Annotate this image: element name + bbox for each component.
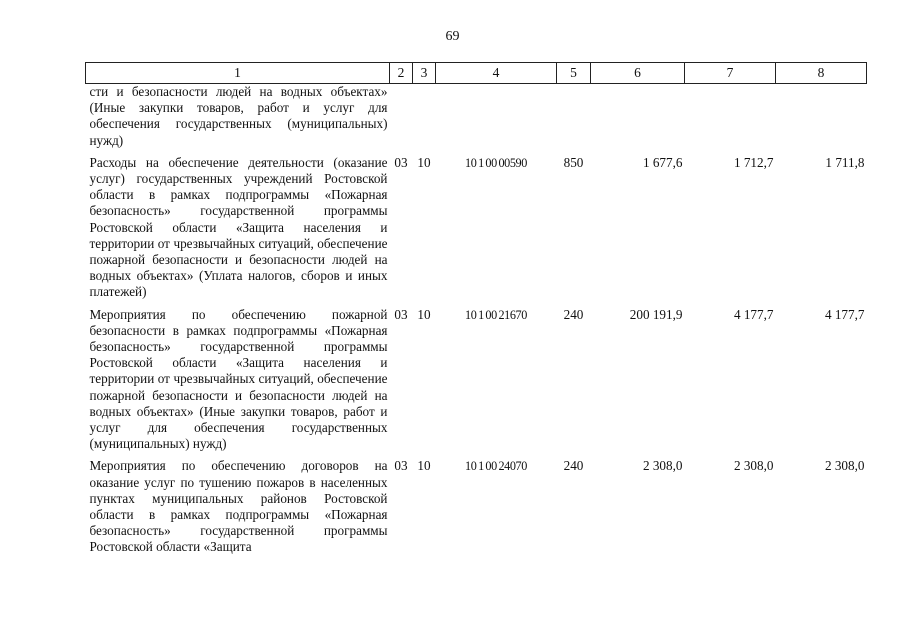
column-header-7: 7: [685, 63, 776, 84]
amount-col6: 2 308,0: [642, 458, 683, 474]
expense-type-code: 850: [563, 154, 584, 170]
page-number: 69: [445, 29, 460, 44]
subsection-code: 10: [417, 154, 431, 170]
target-article-code: 10 1 00 24070: [465, 459, 527, 474]
column-header-2: 2: [390, 63, 413, 84]
row-description: сти и безопасности людей на водных объектах» (Иные закупки товаров, работ и услуг для обеспечения государственных (муниципальных) нужд): [89, 84, 388, 148]
amount-col8: [776, 84, 867, 149]
row-description: Расходы на обеспечение деятельности (оказание услуг) государственных учреждений Ростовской области в рамках подпрограммы «Пожарная безопасность» государственной программы Ростовской области «Защита населения и территории от чрезвычайных ситуаций, обеспечение пожарной безопасности и безопасности людей на водных объектах» (Уплата налогов, сборов и иных платежей): [89, 154, 388, 300]
section-code: 03: [394, 306, 408, 322]
amount-col6: 1 677,6: [642, 154, 683, 170]
column-header-4: 4: [436, 63, 557, 84]
target-article-code: 10 1 00 00590: [465, 155, 527, 170]
column-header-8: 8: [776, 63, 867, 84]
amount-col7: 1 712,7: [733, 154, 774, 170]
column-header-3: 3: [413, 63, 436, 84]
amount-col6: [591, 84, 685, 149]
expense-type-code: [557, 84, 591, 149]
row-description: Мероприятия по обеспечению пожарной безопасности в рамках подпрограммы «Пожарная безопасность» государственной программы Ростовской области «Защита населения и территории от чрезвычайных ситуаций, обеспечение пожарной безопасности и безопасности людей на водных объектах» (Иные закупки товаров, работ и услуг для обеспечения государственных (муниципальных) нужд): [89, 306, 388, 452]
column-header-6: 6: [591, 63, 685, 84]
header-row: [86, 63, 867, 84]
row-description: Мероприятия по обеспечению договоров на оказание услуг по тушению пожаров в населенных пунктах муниципальных районов Ростовской области в рамках подпрограммы «Пожарная безопасность» государственной программы Ростовской области «Защита: [89, 458, 388, 555]
subsection-code: [413, 84, 436, 149]
column-header-5: 5: [557, 63, 591, 84]
subsection-code: 10: [417, 306, 431, 322]
subsection-code: 10: [417, 458, 431, 474]
section-code: [390, 84, 413, 149]
amount-col7: 2 308,0: [733, 458, 774, 474]
budget-table: [85, 62, 867, 556]
amount-col6: 200 191,9: [629, 306, 683, 322]
expense-type-code: 240: [563, 306, 584, 322]
column-header-1: 1: [86, 63, 390, 84]
table-row: [86, 452, 867, 555]
amount-col7: 4 177,7: [733, 306, 774, 322]
target-article-code: 10 1 00 21670: [465, 307, 527, 322]
expense-type-code: 240: [563, 458, 584, 474]
amount-col8: 2 308,0: [824, 458, 865, 474]
amount-col8: 1 711,8: [825, 154, 865, 170]
amount-col8: 4 177,7: [824, 306, 865, 322]
table-row: [86, 84, 867, 149]
table-row: [86, 301, 867, 453]
target-article-code: [436, 84, 557, 149]
amount-col7: [685, 84, 776, 149]
table-row: [86, 149, 867, 301]
section-code: 03: [394, 458, 408, 474]
section-code: 03: [394, 154, 408, 170]
